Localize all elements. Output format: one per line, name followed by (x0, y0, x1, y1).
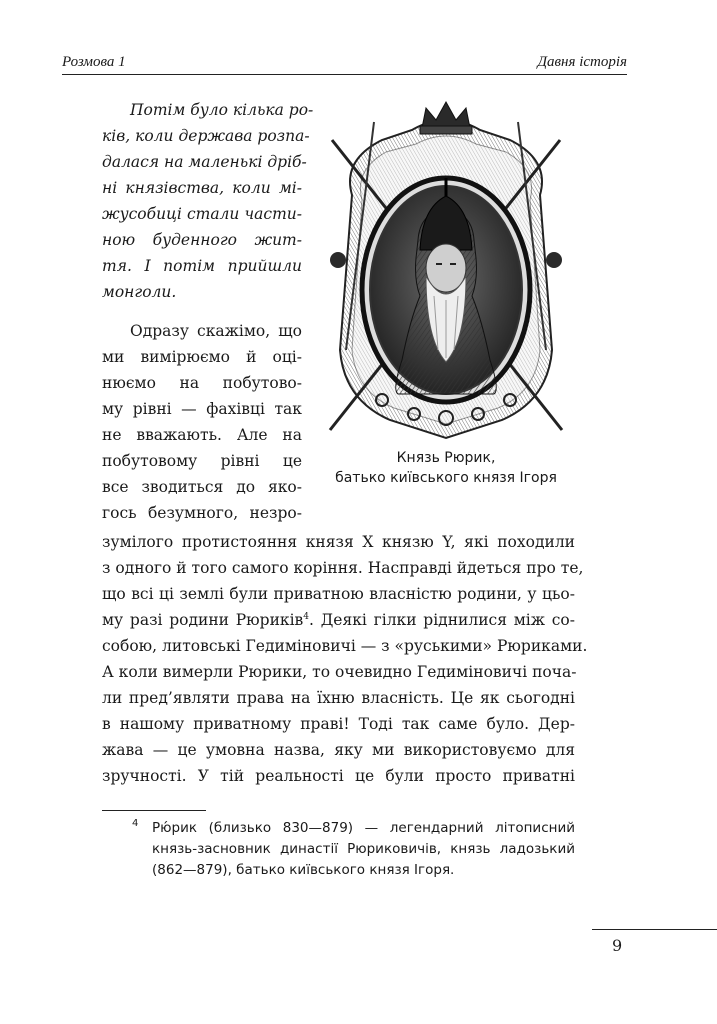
text-line: в нашому приватному праві! Тоді так саме було. Дер- (102, 715, 575, 733)
text-span: му разі родини Рюриків (102, 611, 304, 629)
text-line: далася на маленькі дріб- (102, 153, 307, 171)
header-section-title: Давня історія (537, 54, 627, 70)
text-line: ною буденного жит- (102, 231, 302, 249)
text-line: ні князівства, коли мі- (102, 179, 302, 197)
portrait-engraving (322, 100, 570, 440)
text-line: побутовому рівні це (102, 452, 302, 470)
text-line: А коли вимерли Рюрики, то очевидно Гедиміновичі поча- (102, 663, 577, 681)
footnote-separator (102, 810, 206, 811)
text-line-with-footnote (102, 607, 575, 633)
portrait-engraving-svg (322, 100, 570, 440)
text-line: не вважають. Але на (102, 426, 302, 444)
text-line: му рівні — фахівці так (102, 400, 302, 418)
portrait-caption (308, 448, 584, 488)
text-span: . Деякі гілки ріднилися між со- (309, 611, 576, 629)
text-line: ли пред’являти права на їхню власність. Це як сьогодні (102, 689, 575, 707)
caption-line: Князь Рюрик, (396, 450, 496, 466)
header-chapter: Розмова 1 (62, 54, 126, 70)
footnote-line: князь-засновник династії Рюриковичів, князь ладозький (152, 841, 575, 857)
text-line: жава — це умовна назва, яку ми використовуємо для (102, 741, 575, 759)
page-number: 9 (612, 936, 623, 955)
footnote-reference[interactable]: 4 (303, 611, 310, 622)
text-line: собою, литовські Гедиміновичі — з «руськими» Рюриками. (102, 637, 588, 655)
wrapped-column-paragraph (102, 318, 302, 526)
running-header (62, 52, 627, 75)
footnote-line: Рю́рик (близько 830—879) — легендарний літописний (152, 820, 575, 836)
footnote-marker: 4 (132, 818, 139, 829)
text-line: Одразу скажімо, що (130, 322, 302, 340)
text-line: тя. І потім прийшли (102, 257, 302, 275)
text-line: нюємо на побутово- (102, 374, 302, 392)
text-line: ми вимірюємо й оці- (102, 348, 302, 366)
text-line: Потім було кілька ро- (130, 101, 314, 119)
text-line: що всі ці землі були приватною власністю родини, у цьо- (102, 585, 575, 603)
text-line: зручності. У тій реальності це були просто приватні (102, 767, 575, 785)
text-line: зумілого протистояння князя Х князю Y, які походили (102, 533, 575, 551)
text-line: гось безумного, незро- (102, 504, 302, 522)
page-number-rule (592, 929, 717, 930)
caption-line: батько київського князя Ігоря (335, 470, 557, 486)
text-line: жусобиці стали части- (102, 205, 302, 223)
full-width-paragraph (102, 529, 588, 789)
text-line: з одного й того самого коріння. Насправді йдеться про те, (102, 559, 584, 577)
footnote-line: (862—879), батько київського князя Ігоря. (152, 862, 455, 878)
text-line: монголи. (102, 283, 177, 301)
text-line: все зводиться до яко- (102, 478, 302, 496)
intro-paragraph (102, 97, 314, 305)
text-line: ків, коли держава розпа- (102, 127, 310, 145)
footnote (152, 818, 575, 881)
